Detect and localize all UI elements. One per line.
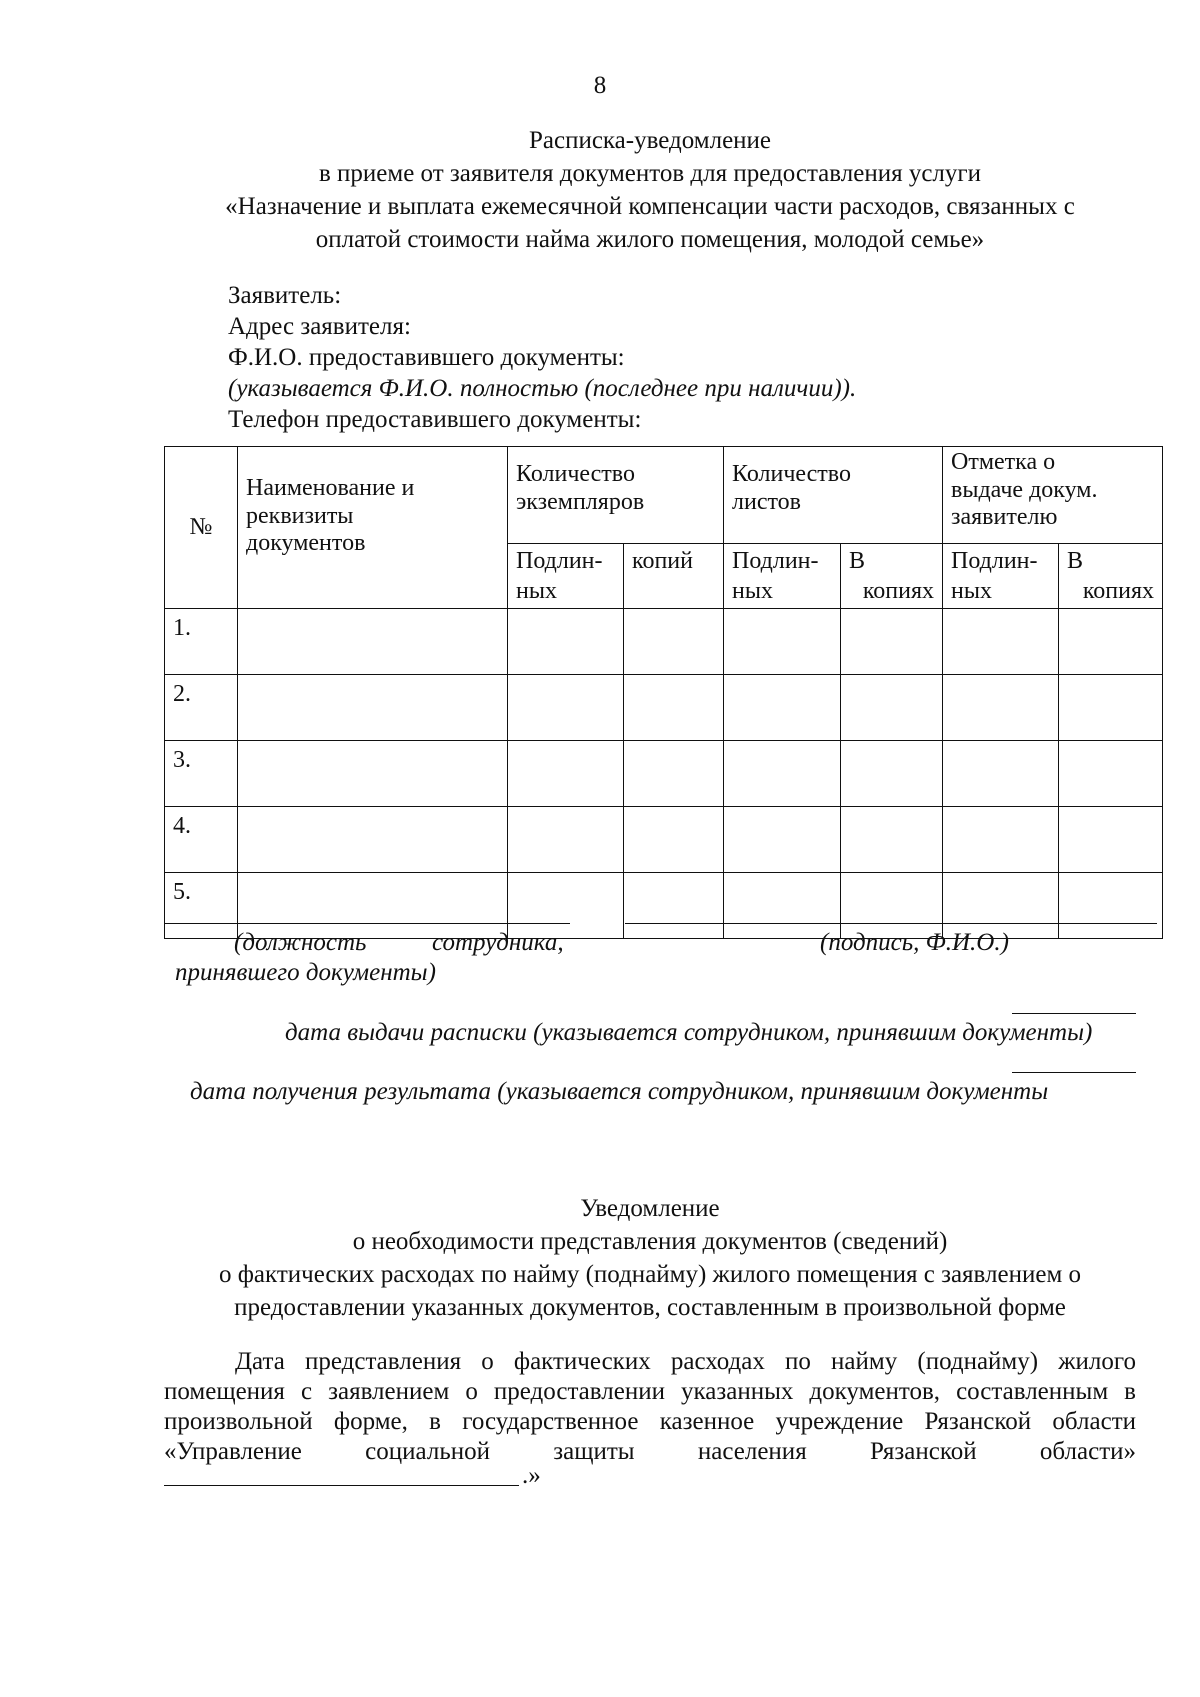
- notice-body-line: произвольной форме, в государственное казенное учреждение Рязанской области: [164, 1408, 1136, 1435]
- result-date-line: [1012, 1072, 1136, 1073]
- cell-issued-copies: [1059, 807, 1163, 873]
- cell-document-name: [238, 609, 508, 675]
- subheader-originals: Подлин- ных: [724, 544, 841, 609]
- cell-copies: [624, 741, 724, 807]
- documents-table: [164, 446, 1163, 939]
- submitter-name-label: Ф.И.О. предоставившего документы:: [228, 344, 625, 371]
- cell-document-name: [238, 675, 508, 741]
- table-row: [165, 675, 1163, 741]
- submitter-name-note: (указывается Ф.И.О. полностью (последнее при наличии)).: [228, 375, 857, 402]
- receipt-title: Расписка-уведомление: [528, 127, 772, 154]
- column-header-number: №: [165, 447, 238, 609]
- cell-sheets-copies: [841, 741, 943, 807]
- notice-subtitle-line: предоставлении указанных документов, составленным в произвольной форме: [234, 1294, 1066, 1321]
- position-caption: (должность: [234, 929, 367, 956]
- column-header-issue-mark: Отметка о выдаче докум. заявителю: [943, 447, 1163, 544]
- notice-title: Уведомление: [580, 1195, 720, 1222]
- closing-mark: .»: [522, 1462, 541, 1489]
- cell-originals: [508, 675, 624, 741]
- row-number: 3.: [165, 741, 238, 807]
- issue-date-caption: дата выдачи расписки (указывается сотрудником, принявшим документы): [285, 1019, 1093, 1046]
- subheader-originals: Подлин- ных: [943, 544, 1059, 609]
- subheader-in-copies: В копиях: [841, 544, 943, 609]
- cell-issued-originals: [943, 609, 1059, 675]
- cell-issued-copies: [1059, 873, 1163, 939]
- subheader-originals: Подлин- ных: [508, 544, 624, 609]
- cell-sheets-originals: [724, 675, 841, 741]
- cell-issued-originals: [943, 741, 1059, 807]
- cell-copies: [624, 807, 724, 873]
- cell-sheets-originals: [724, 741, 841, 807]
- table-row: [165, 807, 1163, 873]
- page-number: 8: [593, 72, 607, 99]
- position-caption: сотрудника,: [432, 929, 564, 956]
- receipt-subtitle-line: в приеме от заявителя документов для предоставления услуги: [318, 160, 982, 187]
- submission-date-line: [164, 1485, 519, 1486]
- notice-body-line: «Управление социальной защиты населения Рязанской области»: [164, 1438, 1136, 1465]
- cell-sheets-copies: [841, 807, 943, 873]
- applicant-label: Заявитель:: [228, 282, 342, 309]
- row-number: 5.: [165, 873, 238, 939]
- row-number: 1.: [165, 609, 238, 675]
- receipt-subtitle-line: оплатой стоимости найма жилого помещения, молодой семье»: [315, 226, 985, 253]
- cell-document-name: [238, 741, 508, 807]
- notice-body-line: Дата представления о фактических расходах по найму (поднайму) жилого: [235, 1348, 1136, 1375]
- cell-originals: [508, 609, 624, 675]
- notice-body-line: помещения с заявлением о предоставлении указанных документов, составленным в: [164, 1378, 1136, 1405]
- cell-copies: [624, 675, 724, 741]
- cell-originals: [508, 741, 624, 807]
- column-header-document-name: Наименование и реквизиты документов: [238, 447, 508, 609]
- cell-issued-originals: [943, 807, 1059, 873]
- position-signature-line: [164, 923, 570, 924]
- cell-issued-copies: [1059, 675, 1163, 741]
- cell-copies: [624, 609, 724, 675]
- cell-sheets-originals: [724, 807, 841, 873]
- signature-line: [625, 923, 1157, 924]
- row-number: 4.: [165, 807, 238, 873]
- subheader-in-copies: В копиях: [1059, 544, 1163, 609]
- table-row: [165, 609, 1163, 675]
- position-caption: принявшего документы): [175, 959, 436, 986]
- cell-issued-copies: [1059, 609, 1163, 675]
- row-number: 2.: [165, 675, 238, 741]
- subheader-copies: копий: [624, 544, 724, 609]
- cell-sheets-copies: [841, 675, 943, 741]
- cell-document-name: [238, 807, 508, 873]
- cell-issued-copies: [1059, 741, 1163, 807]
- applicant-address-label: Адрес заявителя:: [228, 313, 411, 340]
- result-date-caption: дата получения результата (указывается сотрудником, принявшим документы: [190, 1078, 1049, 1105]
- column-header-sheets-count: Количество листов: [724, 447, 943, 544]
- cell-sheets-originals: [724, 609, 841, 675]
- notice-subtitle-line: о необходимости представления документов (сведений): [352, 1228, 948, 1255]
- cell-copies: [624, 873, 724, 939]
- cell-issued-originals: [943, 675, 1059, 741]
- submitter-phone-label: Телефон предоставившего документы:: [228, 406, 642, 433]
- issue-date-line: [1012, 1013, 1136, 1014]
- notice-subtitle-line: о фактических расходах по найму (поднайму) жилого помещения с заявлением о: [218, 1261, 1082, 1288]
- cell-sheets-copies: [841, 609, 943, 675]
- signature-caption: (подпись, Ф.И.О.): [820, 929, 1009, 956]
- column-header-copies-count: Количество экземпляров: [508, 447, 724, 544]
- cell-originals: [508, 807, 624, 873]
- table-row: [165, 741, 1163, 807]
- receipt-subtitle-line: «Назначение и выплата ежемесячной компенсации части расходов, связанных с: [225, 193, 1075, 220]
